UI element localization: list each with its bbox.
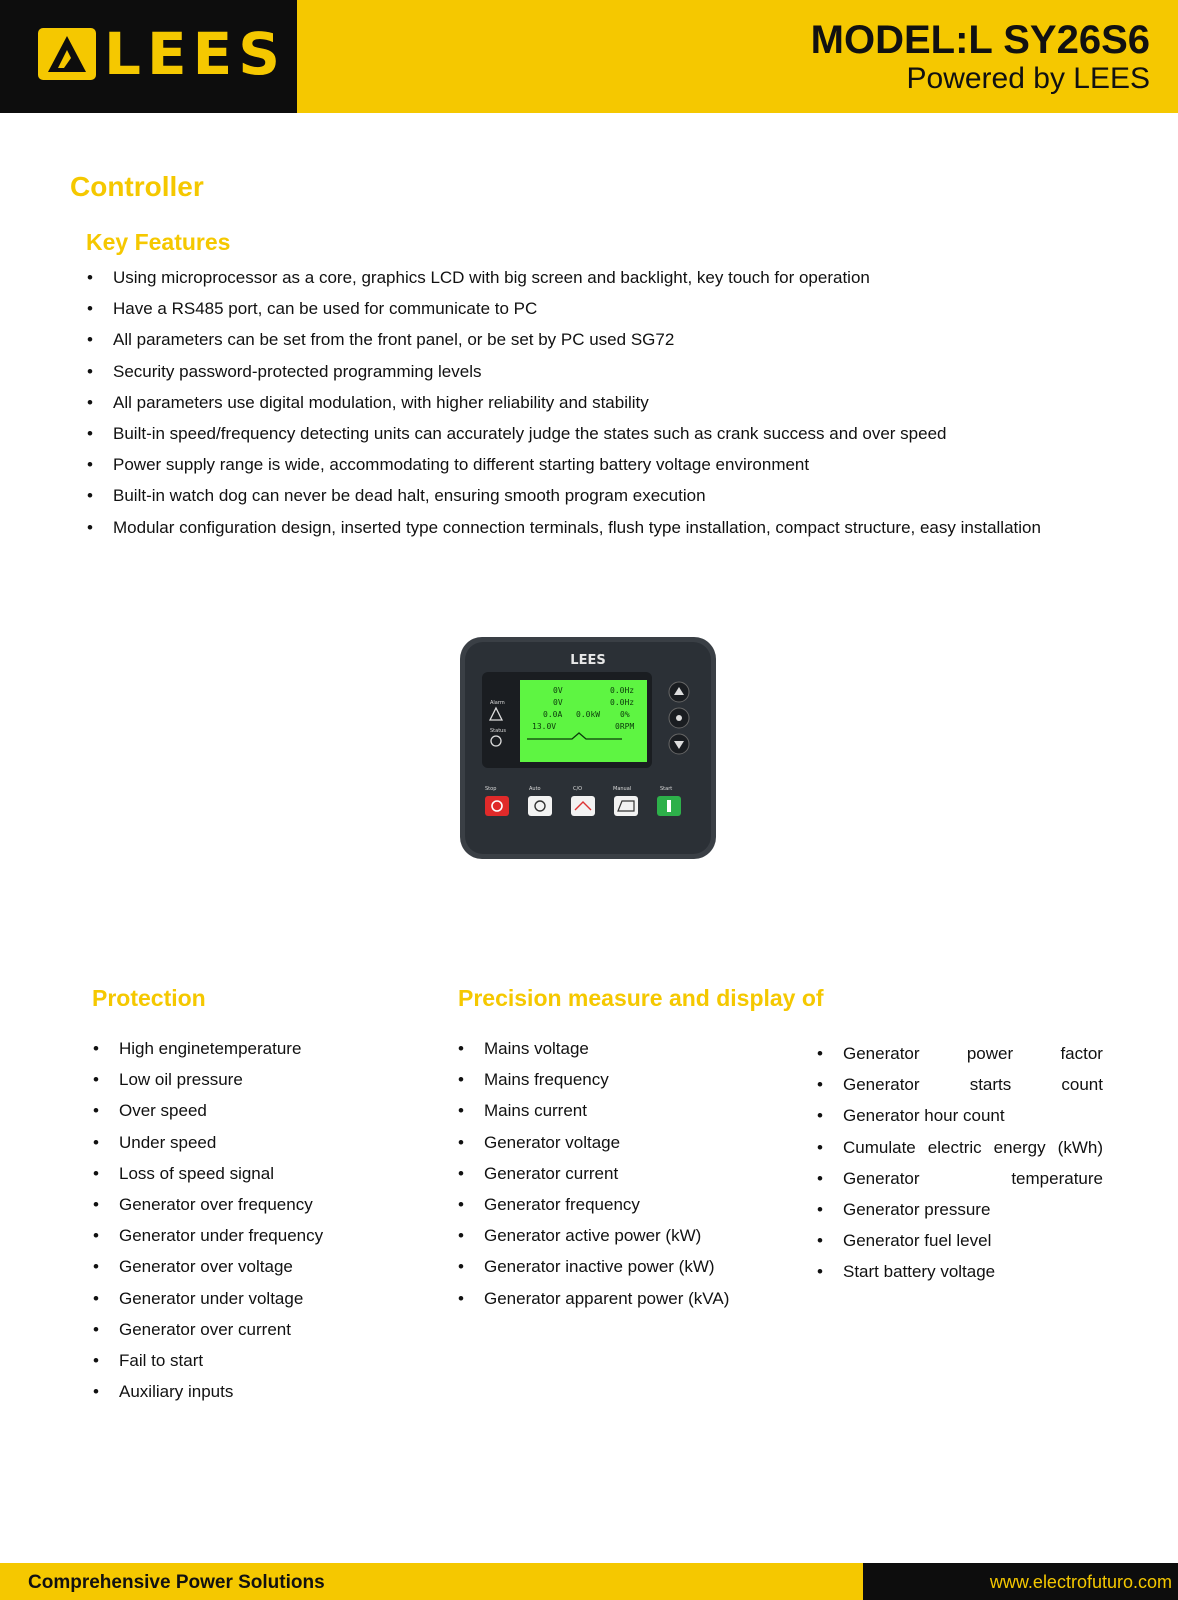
list-item: • Modular configuration design, inserted type connection terminals, flush type installation, compact structure, easy installation: [87, 512, 1041, 543]
list-item: • Loss of speed signal: [93, 1158, 323, 1189]
word: • Generator: [843, 1044, 920, 1063]
justified-text: [843, 1038, 1103, 1069]
word: • Cumulate: [843, 1137, 916, 1157]
manual-label: Manual: [613, 786, 632, 792]
controller-device-image: [457, 634, 719, 862]
list-item: • All parameters can be set from the front panel, or be set by PC used SG72: [87, 324, 1041, 355]
lcd-row3-current: 0.0A: [543, 710, 563, 719]
auto-button: [528, 796, 552, 816]
word: factor: [1060, 1044, 1103, 1063]
lcd-row3-power: 0.0kW: [576, 710, 601, 719]
list-item: • Generator over frequency: [93, 1189, 323, 1220]
list-item: • Over speed: [93, 1095, 323, 1126]
word: power: [966, 1044, 1014, 1063]
list-item: • Low oil pressure: [93, 1064, 323, 1095]
list-item: • Power supply range is wide, accommodating to different starting battery voltage environment: [87, 449, 1041, 480]
model-title: MODEL:L SY26S6: [810, 18, 1150, 62]
list-item: • Auxiliary inputs: [93, 1376, 323, 1407]
list-item: • Generator apparent power (kVA): [458, 1283, 729, 1314]
precision-list-col1: [458, 1033, 729, 1314]
list-item: • Generator over voltage: [93, 1251, 323, 1282]
word: • Generator: [843, 1075, 920, 1095]
list-item: • Generator voltage: [458, 1127, 729, 1158]
list-item: • Generator fuel level: [817, 1225, 1103, 1256]
alarm-label: Alarm: [490, 700, 505, 706]
key-features-title: Key Features: [86, 229, 231, 255]
auto-label: Auto: [529, 786, 541, 792]
lcd-row2-freq: 0.0Hz: [610, 698, 635, 707]
co-button: [571, 796, 595, 816]
stop-button: [485, 796, 509, 816]
list-item: • Fail to start: [93, 1345, 323, 1376]
list-item: • Mains voltage: [458, 1033, 729, 1064]
footer-tagline: Comprehensive Power Solutions: [28, 1572, 325, 1593]
list-item: • Generator pressure: [817, 1194, 1103, 1225]
list-item: • Generator under voltage: [93, 1283, 323, 1314]
precision-list-col2: [817, 1038, 1103, 1288]
co-label: C/O: [573, 786, 583, 792]
list-item: • Mains frequency: [458, 1064, 729, 1095]
list-item: • Generator frequency: [458, 1189, 729, 1220]
word: temperature: [1011, 1168, 1103, 1188]
list-item: • Using microprocessor as a core, graphics LCD with big screen and backlight, key touch for operation: [87, 262, 1041, 293]
list-item: [817, 1038, 1103, 1069]
word: count: [1061, 1075, 1103, 1095]
header-logo-area: [0, 0, 297, 113]
list-item: • Generator under frequency: [93, 1220, 323, 1251]
start-label: Start: [660, 786, 673, 792]
lcd-row1-freq: 0.0Hz: [610, 686, 635, 695]
stop-label: Stop: [485, 786, 497, 792]
justified-text: [843, 1069, 1103, 1100]
logo-wordmark: LEES: [104, 20, 286, 88]
list-item: • Have a RS485 port, can be used for communicate to PC: [87, 293, 1041, 324]
list-item: • Built-in watch dog can never be dead halt, ensuring smooth program execution: [87, 480, 1041, 511]
device-brand: LEES: [570, 653, 606, 668]
protection-title: Protection: [92, 985, 206, 1011]
list-item: • Generator current: [458, 1158, 729, 1189]
protection-list: [93, 1033, 323, 1407]
lcd-row4-rpm: 0RPM: [615, 722, 635, 731]
lcd-row4-battery: 13.0V: [532, 722, 557, 731]
footer-website-link[interactable]: www.electrofuturo.com: [989, 1572, 1172, 1592]
list-item: • Generator over current: [93, 1314, 323, 1345]
list-item: • Generator inactive power (kW): [458, 1251, 729, 1282]
list-item: [817, 1069, 1103, 1100]
key-features-list: [87, 262, 1041, 543]
list-item: • Generator active power (kW): [458, 1220, 729, 1251]
list-item: • All parameters use digital modulation, with higher reliability and stability: [87, 387, 1041, 418]
precision-title: Precision measure and display of: [458, 985, 824, 1011]
list-item: • Start battery voltage: [817, 1256, 1103, 1287]
list-item: • Mains current: [458, 1095, 729, 1126]
justified-text: [843, 1163, 1103, 1194]
list-item: • Built-in speed/frequency detecting units can accurately judge the states such as crank success and over speed: [87, 418, 1041, 449]
powered-by: Powered by LEES: [906, 62, 1150, 95]
word: electric: [927, 1137, 982, 1157]
word: (kWh): [1057, 1137, 1103, 1157]
lcd-row2-volt: 0V: [553, 698, 563, 707]
justified-text: [843, 1132, 1103, 1163]
list-item: • High enginetemperature: [93, 1033, 323, 1064]
lees-logo-icon: [38, 28, 96, 80]
list-item: • Security password-protected programming levels: [87, 356, 1041, 387]
list-item: • Generator hour count: [817, 1100, 1103, 1131]
list-item: • Under speed: [93, 1127, 323, 1158]
word: starts: [969, 1075, 1012, 1095]
list-item: [817, 1132, 1103, 1163]
status-label: Status: [490, 728, 506, 734]
lcd-row3-pf: 0%: [620, 710, 630, 719]
lcd-row1-volt: 0V: [553, 686, 563, 695]
list-item: [817, 1163, 1103, 1194]
word: energy: [993, 1137, 1046, 1157]
word: • Generator: [843, 1168, 920, 1188]
section-title: Controller: [70, 171, 204, 202]
